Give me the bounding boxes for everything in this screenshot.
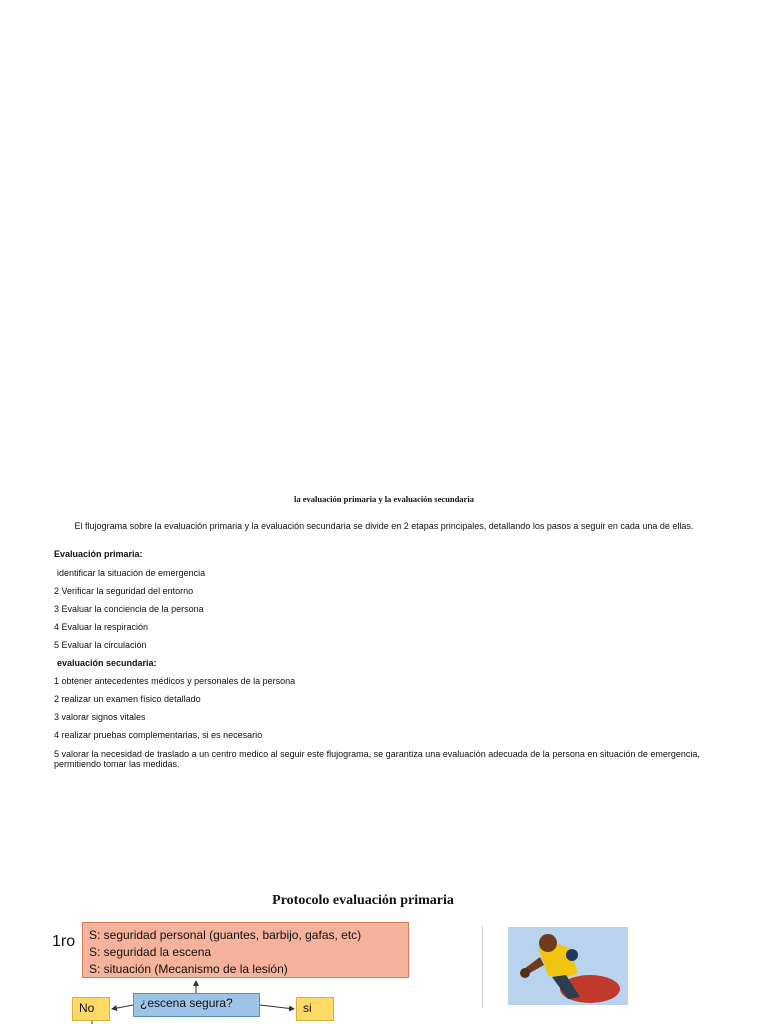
head-shape bbox=[539, 934, 557, 952]
arrow-right bbox=[260, 1005, 294, 1009]
primary-step-4: 4 Evaluar la respiración bbox=[54, 622, 149, 632]
primary-step-3: 3 Evaluar la conciencia de la persona bbox=[54, 604, 204, 614]
document-title: la evaluación primaria y la evaluación secundaria bbox=[294, 494, 474, 504]
scene-safe-question: ¿escena segura? bbox=[133, 993, 260, 1017]
rescuer-illustration bbox=[508, 927, 628, 1005]
separator-line bbox=[482, 926, 483, 1008]
s-line-scene: S: seguridad la escena bbox=[89, 945, 212, 959]
answer-yes-box: si bbox=[296, 997, 334, 1021]
fist-shape bbox=[520, 968, 530, 978]
secondary-step-3: 3 valorar signos vitales bbox=[54, 712, 146, 722]
intro-paragraph: El flujograma sobre la evaluación primaria y la evaluación secundaria se divide en 2 etapas principales, detallando los pasos a seguir en cada una de ellas. bbox=[74, 521, 694, 531]
step-label: 1ro bbox=[52, 933, 76, 950]
secondary-step-5: 5 valorar la necesidad de traslado a un centro medico al seguir este flujograma, se garantiza una evaluación adecuada de la persona en situación de emergencia, permitiendo tomar las medidas. bbox=[54, 749, 700, 769]
s-line-situation: S: situación (Mecanismo de la lesión) bbox=[89, 962, 288, 976]
protocol-title: Protocolo evaluación primaria bbox=[272, 893, 454, 908]
s-line-personal: S: seguridad personal (guantes, barbijo, gafas, etc) bbox=[89, 928, 362, 942]
primary-step-2: 2 Verificar la seguridad del entorno bbox=[54, 586, 194, 596]
emblem-shape bbox=[566, 949, 578, 961]
secondary-heading: evaluación secundaria: bbox=[57, 658, 157, 668]
secondary-step-4: 4 realizar pruebas complementarias, si es necesario bbox=[54, 730, 263, 740]
primary-heading: Evaluación primaria: bbox=[54, 549, 143, 559]
arrow-left bbox=[112, 1005, 133, 1009]
secondary-step-1: 1 obtener antecedentes médicos y personales de la persona bbox=[54, 676, 296, 686]
answer-no-box: No bbox=[72, 997, 110, 1021]
primary-step-5: 5 Evaluar la circulación bbox=[54, 640, 147, 650]
primary-step-1: identificar la situación de emergencia bbox=[57, 568, 206, 578]
secondary-step-2: 2 realizar un examen físico detallado bbox=[54, 694, 201, 704]
